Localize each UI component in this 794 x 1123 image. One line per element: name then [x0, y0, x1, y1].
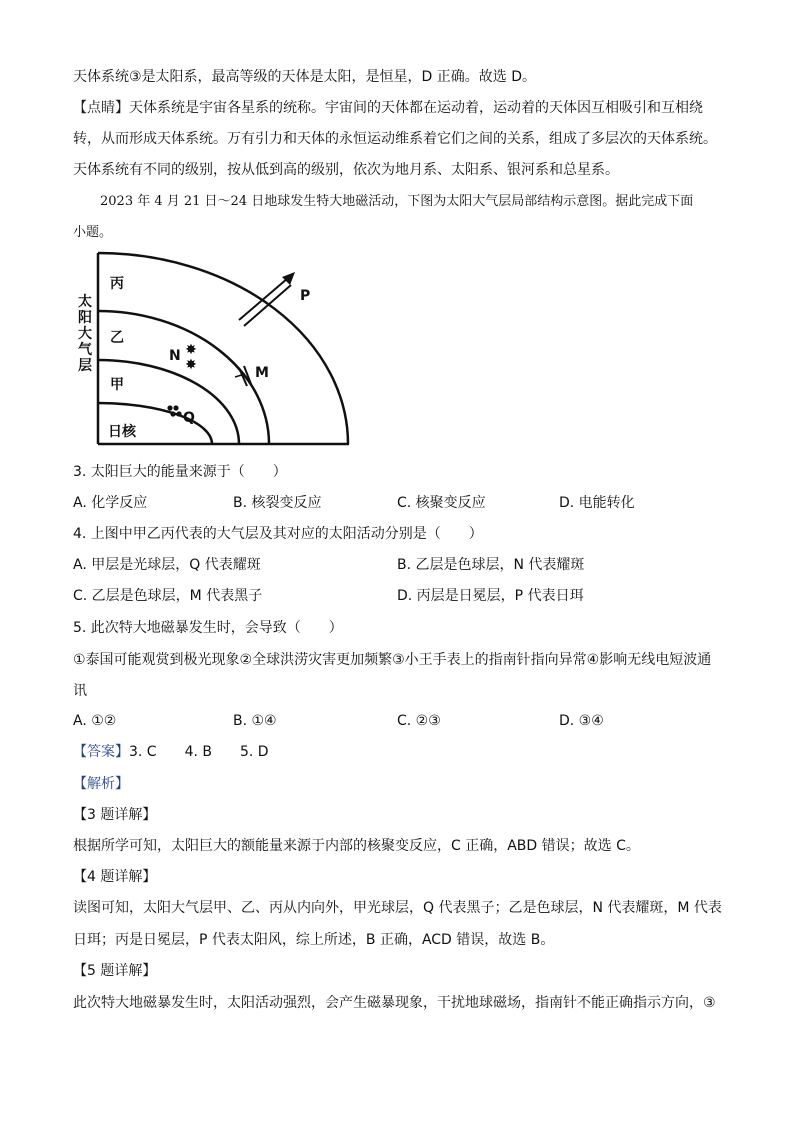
axis-char-4: 气	[78, 342, 92, 358]
q5-detail-tag: 【5 题详解】	[73, 963, 157, 979]
intro-line-1: 2023 年 4 月 21 日～24 日地球发生特大地磁活动，下图为太阳大气层局部结构示意图。据此完成下面	[100, 194, 694, 209]
q4-option-a[interactable]: A. 甲层是光球层，Q 代表耀斑	[73, 557, 261, 573]
axis-char-5: 层	[78, 358, 92, 374]
q5-option-d[interactable]: D. ③④	[559, 713, 604, 729]
label-m: M	[255, 365, 269, 381]
q3-option-a[interactable]: A. 化学反应	[73, 495, 148, 511]
answer-text: 3. C 4. B 5. D	[129, 744, 269, 760]
q5-detail-line-1: 此次特大地磁暴发生时，太阳活动强烈，会产生磁暴现象，干扰地球磁场，指南针不能正确指示方向，③	[73, 995, 716, 1011]
flare-icon-1: ✸	[185, 342, 197, 358]
text-line-4: 天体系统有不同的级别，按从低到高的级别，依次为地月系、太阳系、银河系和总星系。	[73, 162, 619, 178]
q4-detail-tag: 【4 题详解】	[73, 869, 157, 885]
q5-option-a[interactable]: A. ①②	[73, 713, 117, 729]
answer-tag: 【答案】	[73, 744, 129, 760]
q5-body-line-2: 讯	[73, 683, 87, 699]
layer-label-bing: 丙	[110, 276, 124, 292]
q5-stem: 5. 此次特大地磁暴发生时，会导致（ ）	[73, 620, 343, 636]
layer-label-yi: 乙	[110, 330, 124, 346]
label-q: Q	[183, 410, 195, 426]
q4-stem: 4. 上图中甲乙丙代表的大气层及其对应的太阳活动分别是（ ）	[73, 526, 483, 542]
axis-char-2: 阳	[78, 310, 92, 326]
q3-detail-text: 根据所学可知，太阳巨大的额能量来源于内部的核聚变反应，C 正确，ABD 错误；故选 C。	[73, 838, 640, 854]
q4-option-b[interactable]: B. 乙层是色球层，N 代表耀斑	[397, 557, 585, 573]
q5-option-c[interactable]: C. ②③	[397, 713, 441, 729]
q3-stem: 3. 太阳巨大的能量来源于（ ）	[73, 464, 287, 480]
text-line-1: 天体系统③是太阳系，最高等级的天体是太阳，是恒星，D 正确。故选 D。	[73, 69, 537, 85]
q5-body-line-1: ①泰国可能观赏到极光现象②全球洪涝灾害更加频繁③小王手表上的指南针指向异常④影响无线电短波通	[73, 652, 712, 668]
q3-option-c[interactable]: C. 核聚变反应	[397, 495, 486, 511]
q3-option-d[interactable]: D. 电能转化	[559, 495, 635, 511]
label-p: P	[300, 288, 311, 304]
intro-line-2: 小题。	[73, 225, 113, 240]
label-n: N	[169, 348, 181, 364]
q4-detail-line-2: 日珥；丙是日冕层，P 代表太阳风，综上所述，B 正确，ACD 错误，故选 B。	[73, 932, 555, 948]
q4-option-c[interactable]: C. 乙层是色球层，M 代表黑子	[73, 588, 263, 604]
axis-char-3: 大	[78, 326, 92, 342]
axis-char-1: 太	[78, 294, 92, 310]
text-line-2	[73, 99, 703, 117]
q4-option-d[interactable]: D. 丙层是日冕层，P 代表日珥	[397, 588, 584, 604]
analysis-tag: 【解析】	[73, 776, 129, 792]
text-line-3: 转，从而形成天体系统。万有引力和天体的永恒运动维系着它们之间的关系，组成了多层次的天体系统。	[73, 131, 717, 147]
tip-tag: 【点睛】	[73, 100, 129, 116]
tip-text: 天体系统是宇宙各星系的统称。宇宙间的天体都在运动着，运动着的天体因互相吸引和互相绕	[129, 100, 703, 116]
answer-line	[73, 743, 269, 761]
q3-option-b[interactable]: B. 核裂变反应	[233, 495, 322, 511]
sun-atmosphere-diagram	[73, 248, 358, 448]
flare-icon-2: ✸	[185, 357, 197, 373]
outer-arc	[98, 253, 348, 444]
q5-option-b[interactable]: B. ①④	[233, 713, 277, 729]
layer-label-jia: 甲	[110, 377, 124, 393]
q3-detail-tag: 【3 题详解】	[73, 807, 157, 823]
core-label: 日核	[108, 424, 136, 440]
q4-detail-line-1: 读图可知，太阳大气层甲、乙、丙从内向外，甲光球层，Q 代表黑子；乙是色球层，N 代表耀斑，M 代表	[73, 900, 722, 916]
